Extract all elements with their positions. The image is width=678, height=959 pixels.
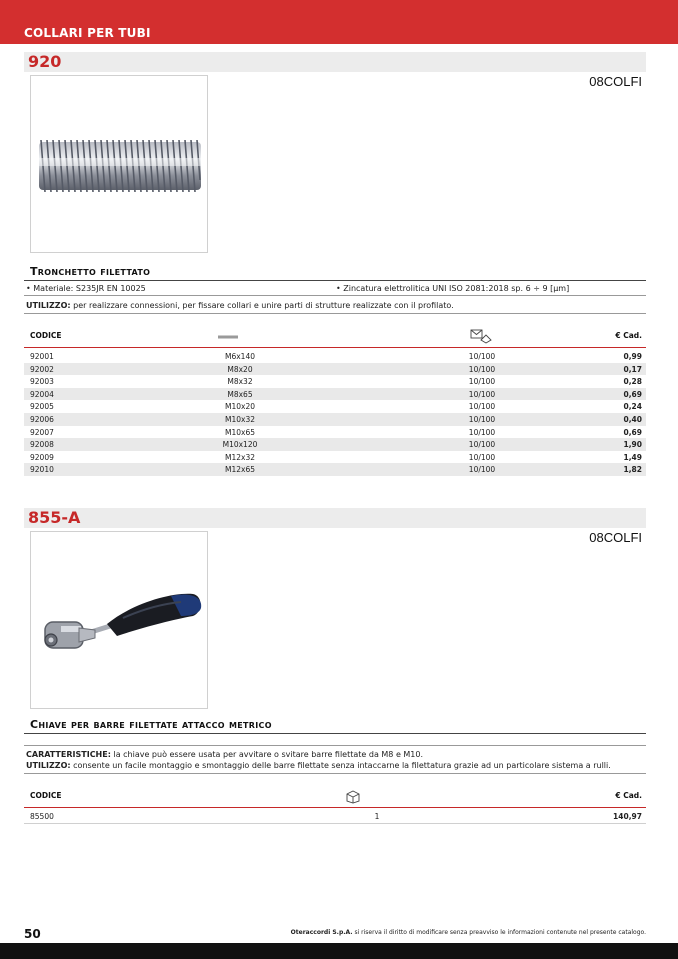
features-description: la chiave può essere usata per avvitare o svitare barre filettate da M8 e M10. — [110, 750, 424, 759]
divider — [24, 745, 646, 746]
divider — [24, 823, 646, 824]
table-row — [24, 810, 646, 823]
table-row — [24, 375, 646, 388]
row-size: M10x120 — [222, 440, 258, 450]
row-pack: 10/100 — [468, 465, 496, 475]
row-price: 0,17 — [623, 364, 642, 374]
table-row — [24, 363, 646, 376]
table-row — [24, 413, 646, 426]
row-pack: 10/100 — [468, 364, 496, 374]
row-size: M10x20 — [225, 402, 255, 412]
product-number: 855-A — [28, 508, 81, 527]
row-pack: 10/100 — [468, 415, 496, 424]
product-section-header — [24, 508, 646, 528]
row-pack: 10/100 — [468, 377, 496, 387]
usage-label: UTILIZZO: — [26, 301, 71, 310]
row-price: 0,69 — [623, 389, 642, 399]
usage-description: consente un facile montaggio e smontaggio delle barre filettate senza intaccarne la filettatura grazie ad un particolare sistema a rulli. — [70, 761, 611, 770]
row-pack: 10/100 — [468, 452, 496, 462]
row-code: 92009 — [30, 452, 54, 462]
wrench-photo-icon — [31, 532, 207, 708]
row-pack: 10/100 — [468, 352, 496, 361]
table-row — [24, 463, 646, 476]
brand-code: 08COLFI — [589, 530, 642, 545]
threaded-rod-photo-icon — [31, 76, 207, 252]
row-code: 92007 — [30, 427, 54, 437]
product-number: 920 — [28, 52, 62, 71]
row-code: 85500 — [30, 812, 54, 821]
spec-coating: • Zincatura elettrolitica UNI ISO 2081:2018 sp. 6 ÷ 9 [µm] — [336, 284, 570, 293]
row-size: M10x32 — [225, 415, 255, 424]
row-pack: 10/100 — [468, 440, 496, 450]
footer-company: Oteraccordi S.p.A. — [290, 929, 353, 936]
table-row — [24, 426, 646, 439]
row-size: M12x32 — [225, 452, 255, 462]
row-code: 92002 — [30, 364, 54, 374]
row-price: 0,24 — [623, 402, 642, 412]
brand-code: 08COLFI — [589, 74, 642, 89]
footer-note-text: si riserva il diritto di modificare senza preavviso le informazioni contenute nel presente catalogo. — [352, 929, 646, 936]
product-title: Chiave per barre filettate attacco metrico — [30, 718, 272, 731]
row-price: 0,28 — [623, 377, 642, 387]
features-label: CARATTERISTICHE: — [26, 750, 111, 759]
row-price: 1,49 — [623, 452, 642, 462]
usage-text — [26, 301, 454, 310]
usage-label: UTILIZZO: — [26, 761, 71, 770]
row-size: M8x65 — [227, 389, 253, 399]
package-icon — [470, 328, 492, 344]
row-size: M6x140 — [225, 352, 255, 361]
row-size: M8x32 — [227, 377, 253, 387]
table-row — [24, 438, 646, 451]
spec-material: • Materiale: S235JR EN 10025 — [26, 284, 146, 293]
footer-disclaimer — [291, 929, 646, 936]
usage-text — [26, 761, 611, 770]
row-pack: 10/100 — [468, 402, 496, 412]
product-photo — [30, 75, 208, 253]
row-size: M12x65 — [225, 465, 255, 475]
product-section-header — [24, 52, 646, 72]
usage-description: per realizzare connessioni, per fissare collari e unire parti di strutture realizzate con il profilato. — [70, 301, 454, 310]
box-icon — [345, 790, 361, 804]
divider — [24, 280, 646, 281]
row-price: 0,69 — [623, 427, 642, 437]
features-text — [26, 750, 423, 759]
row-code: 92003 — [30, 377, 54, 387]
row-code: 92004 — [30, 389, 54, 399]
table-row — [24, 350, 646, 363]
column-header-price: € Cad. — [615, 331, 642, 340]
category-header-bar — [0, 0, 678, 44]
divider — [24, 295, 646, 296]
column-header-code: CODICE — [30, 791, 62, 800]
row-price: 0,40 — [623, 415, 642, 424]
row-pack: 1 — [374, 812, 380, 821]
row-code: 92010 — [30, 465, 54, 475]
row-price: 140,97 — [613, 812, 642, 821]
row-pack: 10/100 — [468, 389, 496, 399]
footer-bar — [0, 943, 678, 959]
row-price: 1,82 — [623, 465, 642, 475]
row-code: 92008 — [30, 440, 54, 450]
row-size: M10x65 — [225, 427, 255, 437]
column-header-price: € Cad. — [615, 791, 642, 800]
row-price: 1,90 — [623, 440, 642, 450]
row-price: 0,99 — [623, 352, 642, 361]
divider — [24, 313, 646, 314]
table-header-divider — [24, 807, 646, 808]
row-code: 92005 — [30, 402, 54, 412]
product-photo — [30, 531, 208, 709]
row-code: 92001 — [30, 352, 54, 361]
table-row — [24, 388, 646, 401]
row-code: 92006 — [30, 415, 54, 424]
category-title: COLLARI PER TUBI — [24, 26, 151, 40]
table-row — [24, 451, 646, 464]
product-title: Tronchetto filettato — [30, 265, 151, 278]
table-row — [24, 400, 646, 413]
row-pack: 10/100 — [468, 427, 496, 437]
row-size: M8x20 — [227, 364, 253, 374]
column-header-code: CODICE — [30, 331, 62, 340]
divider — [24, 733, 646, 734]
page-number: 50 — [24, 927, 41, 941]
divider — [24, 773, 646, 774]
table-header-divider — [24, 347, 646, 348]
rod-size-icon — [218, 334, 238, 340]
